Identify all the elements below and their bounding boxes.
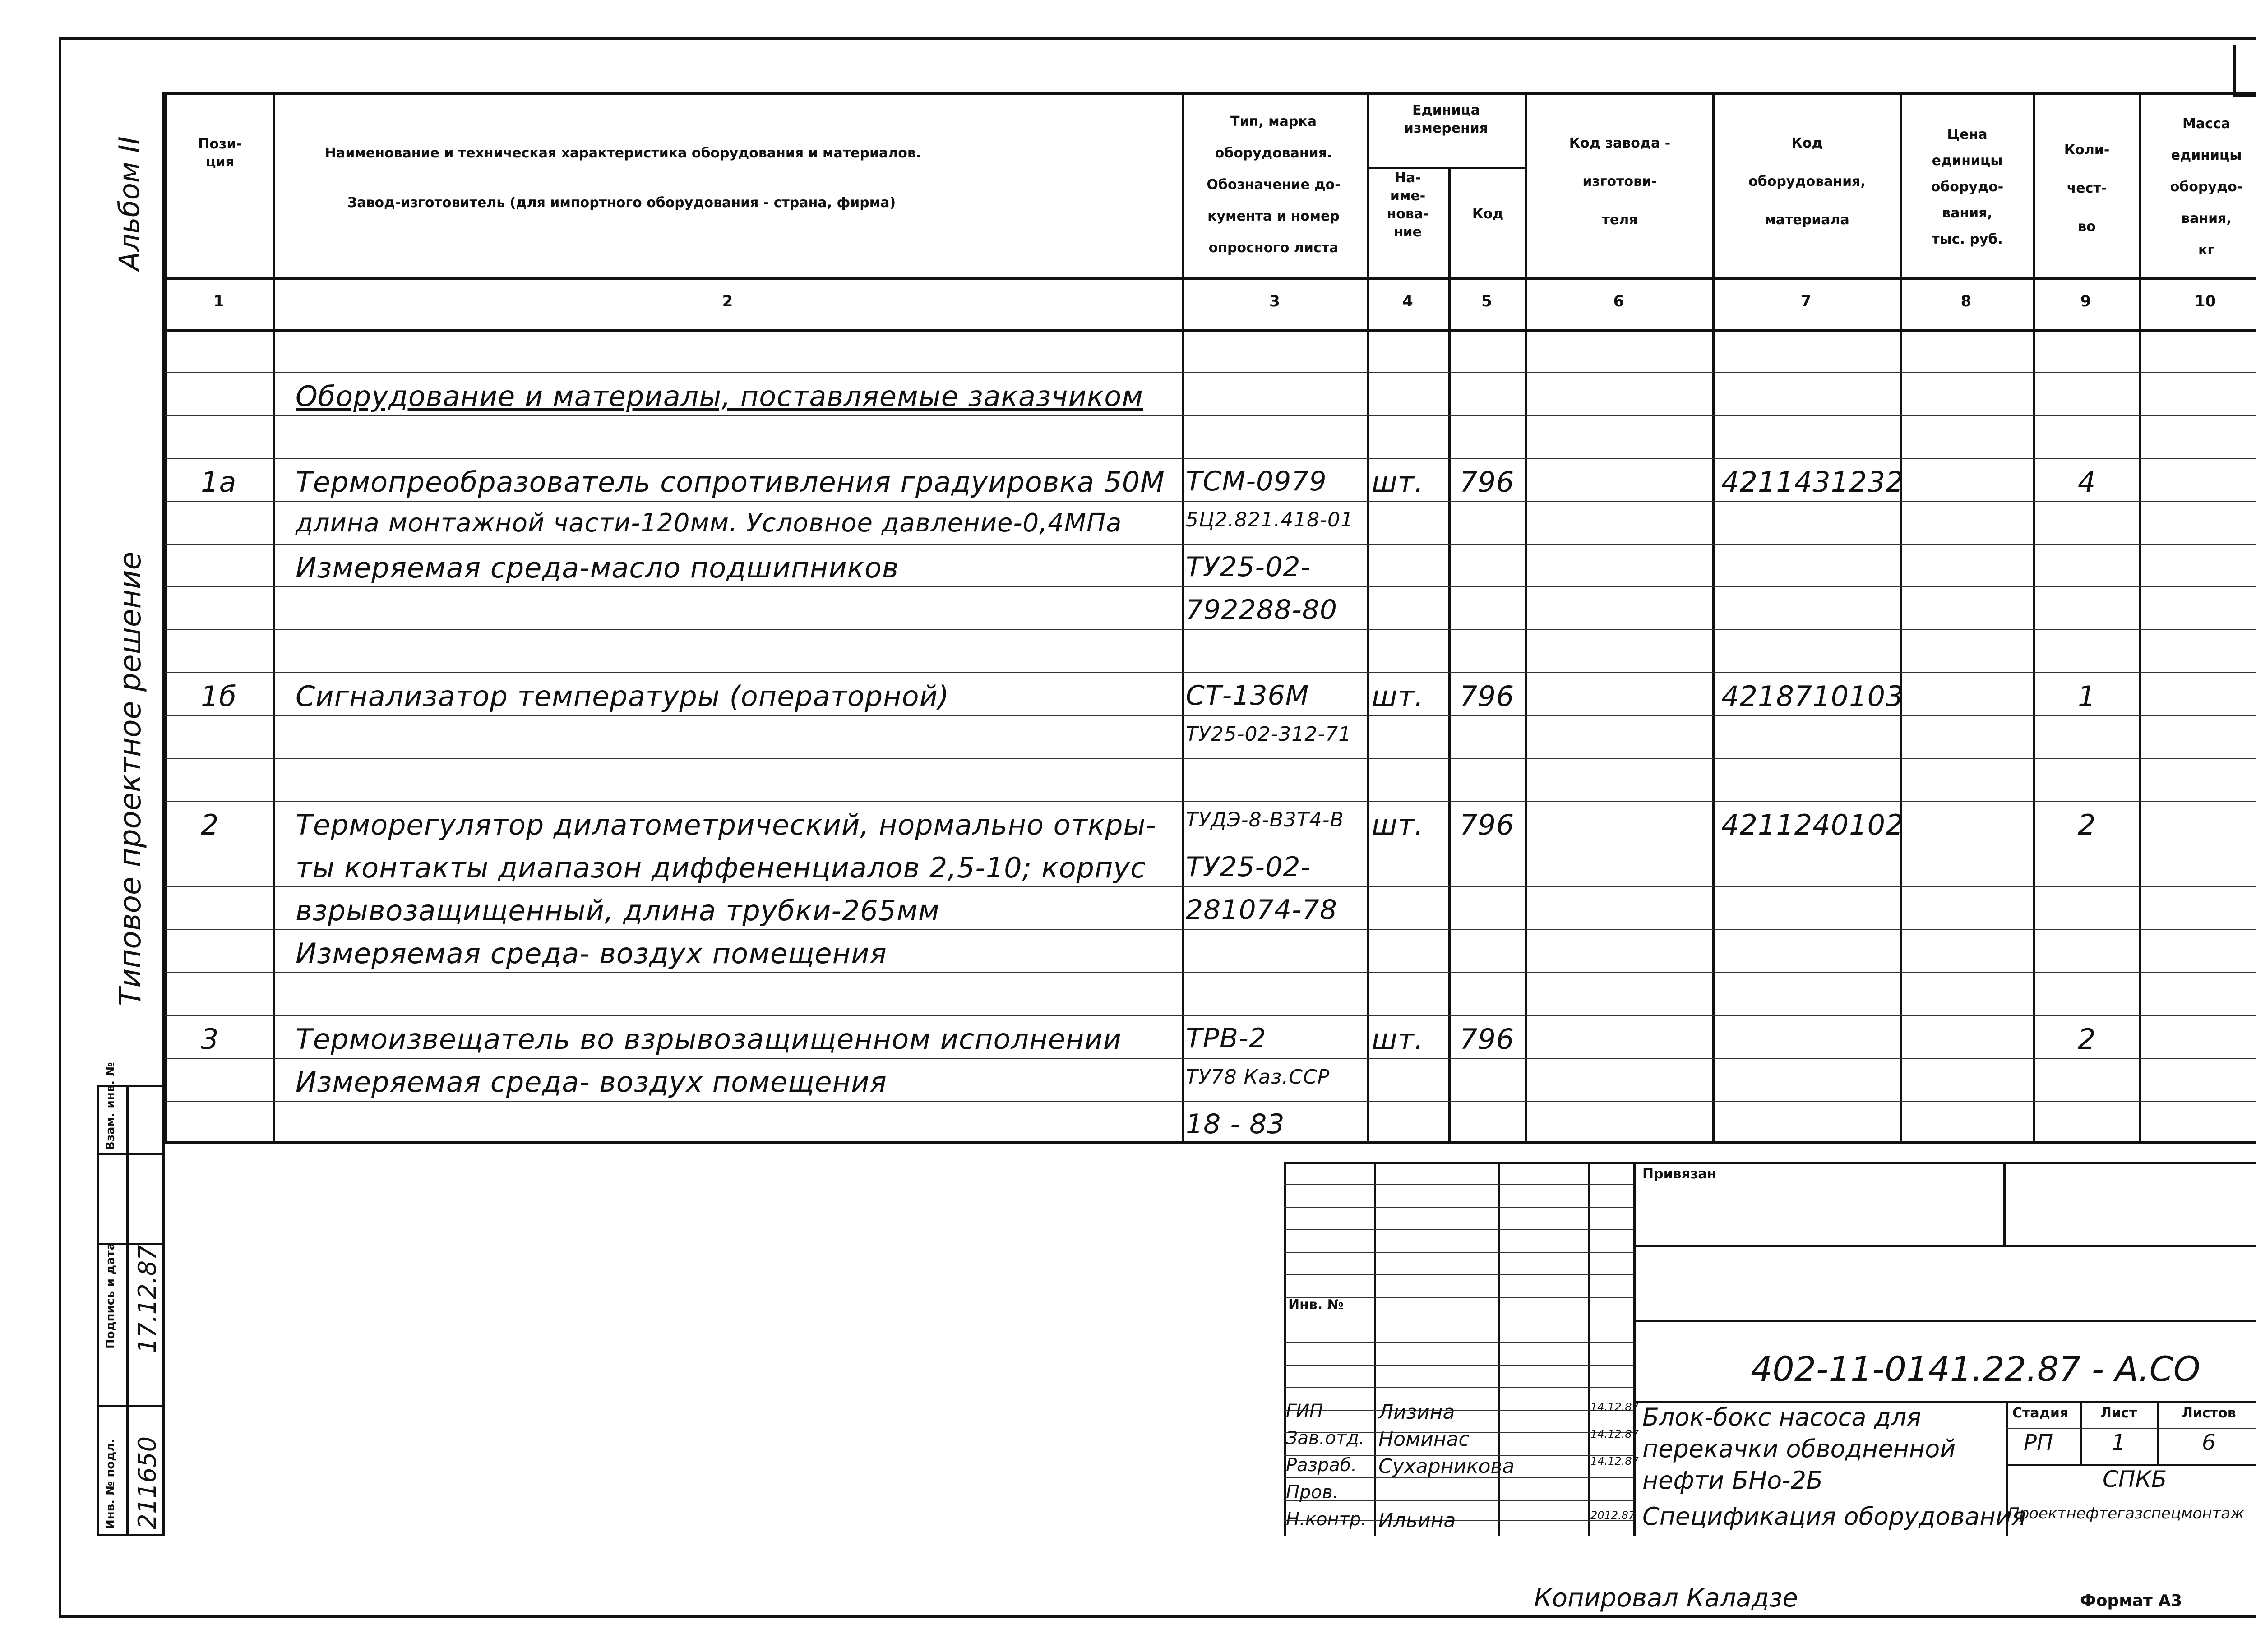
name-cell: ты контакты диапазон диффененциалов 2,5-10; корпус bbox=[296, 851, 1146, 884]
row-line bbox=[165, 586, 2256, 587]
tb-row-line bbox=[1633, 1245, 2256, 1247]
tb-col-line bbox=[1588, 1162, 1590, 1536]
sheet-number bbox=[2233, 45, 2256, 97]
type-cell: ТРВ-2 bbox=[1186, 1023, 1267, 1054]
quantity-cell: 2 bbox=[2078, 808, 2096, 841]
column-number: 8 bbox=[1960, 292, 1972, 310]
signature-date-value: 17.12.87 bbox=[133, 1245, 162, 1353]
desc-line-4: Спецификация оборудования bbox=[1642, 1502, 2026, 1531]
sign-date: 2012.87 bbox=[1590, 1509, 1636, 1522]
name-cell: Термопреобразователь сопротивления градуировка 50М bbox=[296, 466, 1165, 498]
tb-row-line bbox=[1284, 1274, 1633, 1275]
replace-inv-label: Взам. инв. № bbox=[104, 1062, 117, 1150]
unit-code-cell: 796 bbox=[1460, 680, 1515, 713]
unit-cell: шт. bbox=[1372, 680, 1424, 713]
column-line bbox=[1367, 92, 1369, 1144]
sheet-label: Лист bbox=[2100, 1405, 2137, 1421]
position-cell: 3 bbox=[201, 1023, 219, 1056]
type-cell: ТУ25-02- bbox=[1186, 551, 1311, 583]
tb-row-line bbox=[1284, 1365, 1633, 1366]
desc-line-3: нефти БНо-2Б bbox=[1642, 1466, 1823, 1495]
unit-cell: шт. bbox=[1372, 1023, 1424, 1056]
tb-col-line bbox=[2003, 1162, 2006, 1245]
position-cell: 1а bbox=[201, 466, 237, 498]
header-factory-code: Код завода - изготови- теля bbox=[1569, 135, 1671, 228]
format-label: Формат А3 bbox=[2080, 1592, 2182, 1610]
desc-line-1: Блок-бокс насоса для bbox=[1642, 1403, 1921, 1431]
tb-col-line bbox=[1498, 1162, 1500, 1536]
row-line bbox=[165, 929, 2256, 930]
equipment-code-cell: 4211240102 bbox=[1721, 808, 1904, 841]
header-unit: Единица измерения bbox=[1404, 102, 1489, 136]
inv-no-value: 211650 bbox=[133, 1436, 162, 1529]
tb-row-line bbox=[1633, 1320, 2256, 1322]
person-name: Ильина bbox=[1378, 1509, 1456, 1532]
name-cell: Измеряемая среда- воздух помещения bbox=[296, 937, 887, 970]
name-cell: Термоизвещатель во взрывозащищенном исполнении bbox=[296, 1023, 1122, 1056]
position-cell: 2 bbox=[201, 808, 219, 841]
privyazan-label: Привязан bbox=[1642, 1166, 1717, 1182]
tb-row-line bbox=[1284, 1229, 1633, 1230]
stage-value: РП bbox=[2024, 1430, 2053, 1455]
row-line bbox=[165, 758, 2256, 759]
column-number: 9 bbox=[2080, 292, 2091, 310]
header-name: Наименование и техническая характеристика оборудования и материалов. bbox=[325, 145, 921, 161]
column-line bbox=[1448, 167, 1451, 1144]
type-cell: 792288-80 bbox=[1186, 594, 1338, 626]
column-number: 6 bbox=[1613, 292, 1624, 310]
column-number: 10 bbox=[2194, 292, 2216, 310]
header-type: Тип, марка оборудования. Обозначение до- кумента и номер опросного листа bbox=[1207, 114, 1341, 256]
unit-code-cell: 796 bbox=[1460, 1023, 1515, 1056]
row-line bbox=[165, 501, 2256, 502]
desc-line-2: перекачки обводненной bbox=[1642, 1435, 1956, 1463]
header-equipment-code: Код оборудования, материала bbox=[1748, 135, 1866, 228]
tb-col-line bbox=[1633, 1162, 1636, 1536]
equipment-code-cell: 4218710103 bbox=[1721, 680, 1904, 713]
copied-by: Копировал Каладзе bbox=[1534, 1583, 1798, 1613]
header-price: Цена единицы оборудо- вания, тыс. руб. bbox=[1931, 127, 2004, 247]
row-line bbox=[165, 1058, 2256, 1059]
solution-label: Типовое проектное решение bbox=[113, 551, 148, 1006]
name-cell: Оборудование и материалы, поставляемые заказчиком bbox=[296, 380, 1143, 413]
row-line bbox=[165, 458, 2256, 459]
unit-cell: шт. bbox=[1372, 808, 1424, 841]
quantity-cell: 1 bbox=[2078, 680, 2096, 713]
tb-row-line bbox=[1284, 1207, 1633, 1208]
name-cell: Терморегулятор дилатометрический, нормально откры- bbox=[296, 808, 1156, 841]
tb-row-line bbox=[2006, 1428, 2256, 1429]
column-line bbox=[1525, 92, 1527, 1144]
person-name: Номинас bbox=[1378, 1428, 1470, 1451]
tb-row-line bbox=[1284, 1342, 1633, 1343]
title-block-top bbox=[1284, 1162, 2256, 1164]
column-number: 1 bbox=[213, 292, 224, 310]
role-label: ГИП bbox=[1286, 1401, 1323, 1421]
row-line bbox=[165, 629, 2256, 630]
column-line bbox=[1712, 92, 1715, 1144]
side-stamp-line bbox=[97, 1153, 165, 1155]
unit-cell: шт. bbox=[1372, 466, 1424, 498]
row-line bbox=[165, 544, 2256, 545]
type-cell: ТСМ-0979 bbox=[1186, 466, 1327, 497]
type-cell: ТУ25-02-312-71 bbox=[1186, 723, 1352, 746]
document-code: 402-11-0141.22.87 - А.СО bbox=[1751, 1349, 2201, 1389]
name-cell: взрывозащищенный, длина трубки-265мм bbox=[296, 894, 940, 927]
quantity-cell: 4 bbox=[2078, 466, 2096, 498]
header-quantity: Коли- чест- во bbox=[2064, 142, 2110, 235]
column-number: 7 bbox=[1800, 292, 1812, 310]
header-bottom-line bbox=[165, 277, 2256, 280]
equipment-code-cell: 4211431232 bbox=[1721, 466, 1904, 498]
row-line bbox=[165, 715, 2256, 716]
column-number: 2 bbox=[722, 292, 733, 310]
column-number: 3 bbox=[1269, 292, 1280, 310]
row-line bbox=[165, 672, 2256, 673]
header-mass: Масса единицы оборудо- вания, кг bbox=[2170, 116, 2243, 258]
tb-col-line bbox=[1374, 1162, 1376, 1536]
side-stamp-line bbox=[97, 1405, 165, 1407]
tb-row-line bbox=[1284, 1184, 1633, 1185]
tb-col-line bbox=[2080, 1401, 2082, 1464]
column-line bbox=[273, 92, 275, 1144]
unit-code-cell: 796 bbox=[1460, 466, 1515, 498]
sign-date: 14.12.87 bbox=[1590, 1401, 1639, 1413]
quantity-cell: 2 bbox=[2078, 1023, 2096, 1056]
type-cell: ТУ25-02- bbox=[1186, 851, 1311, 883]
stage-label: Стадия bbox=[2012, 1405, 2069, 1421]
tb-col-line bbox=[2157, 1401, 2159, 1464]
unit-code-cell: 796 bbox=[1460, 808, 1515, 841]
type-cell: 5Ц2.821.418-01 bbox=[1186, 508, 1354, 531]
tb-row-line bbox=[1284, 1410, 1633, 1411]
name-cell: Измеряемая среда-масло подшипников bbox=[296, 551, 899, 584]
row-line bbox=[165, 972, 2256, 973]
role-label: Зав.отд. bbox=[1286, 1428, 1365, 1449]
row-line bbox=[165, 372, 2256, 373]
name-cell: Измеряемая среда- воздух помещения bbox=[296, 1066, 887, 1098]
person-name: Лизина bbox=[1378, 1401, 1455, 1424]
type-cell: СТ-136М bbox=[1186, 680, 1309, 711]
sheet-value: 1 bbox=[2112, 1430, 2126, 1455]
type-cell: ТУ78 Каз.ССР bbox=[1186, 1066, 1330, 1089]
album-label: Альбом II bbox=[113, 136, 146, 271]
tb-row-line bbox=[1284, 1387, 1633, 1388]
sheets-label: Листов bbox=[2182, 1405, 2236, 1421]
org-full: Проектнефтегазспецмонтаж bbox=[2008, 1504, 2244, 1523]
numbers-bottom-line bbox=[165, 329, 2256, 332]
header-unit-code: Код bbox=[1472, 206, 1504, 222]
tb-row-line bbox=[1284, 1252, 1633, 1253]
row-line bbox=[165, 1015, 2256, 1016]
role-label: Пров. bbox=[1286, 1482, 1339, 1503]
person-name: Сухарникова bbox=[1378, 1455, 1515, 1478]
type-cell: 18 - 83 bbox=[1186, 1108, 1285, 1140]
role-label: Н.контр. bbox=[1286, 1509, 1367, 1530]
name-cell: длина монтажной части-120мм. Условное давление-0,4МПа bbox=[296, 508, 1122, 538]
signature-date-label: Подпись и дата bbox=[104, 1242, 117, 1349]
header-unit-name: На- име- нова- ние bbox=[1387, 170, 1429, 240]
name-cell: Сигнализатор температуры (операторной) bbox=[296, 680, 950, 713]
row-line bbox=[165, 415, 2256, 416]
role-label: Разраб. bbox=[1286, 1455, 1357, 1476]
type-cell: 281074-78 bbox=[1186, 894, 1338, 926]
inv-no-label: Инв. № подл. bbox=[104, 1438, 117, 1529]
sheets-value: 6 bbox=[2202, 1430, 2216, 1455]
position-cell: 1б bbox=[201, 680, 237, 713]
sign-date: 14.12.87 bbox=[1590, 1428, 1639, 1440]
sign-date: 14.12.87 bbox=[1590, 1455, 1639, 1467]
column-number: 5 bbox=[1481, 292, 1492, 310]
header-manufacturer: Завод-изготовитель (для импортного оборудования - страна, фирма) bbox=[347, 195, 896, 211]
row-line bbox=[165, 801, 2256, 802]
row-line bbox=[165, 886, 2256, 887]
column-number: 4 bbox=[1402, 292, 1413, 310]
org-short: СПКБ bbox=[2103, 1466, 2167, 1492]
inv-label: Инв. № bbox=[1288, 1297, 1344, 1313]
column-line bbox=[2033, 92, 2035, 1144]
row-line bbox=[165, 1101, 2256, 1102]
type-cell: ТУДЭ-8-В3Т4-В bbox=[1186, 808, 1344, 831]
header-position: Пози- ция bbox=[198, 136, 242, 170]
